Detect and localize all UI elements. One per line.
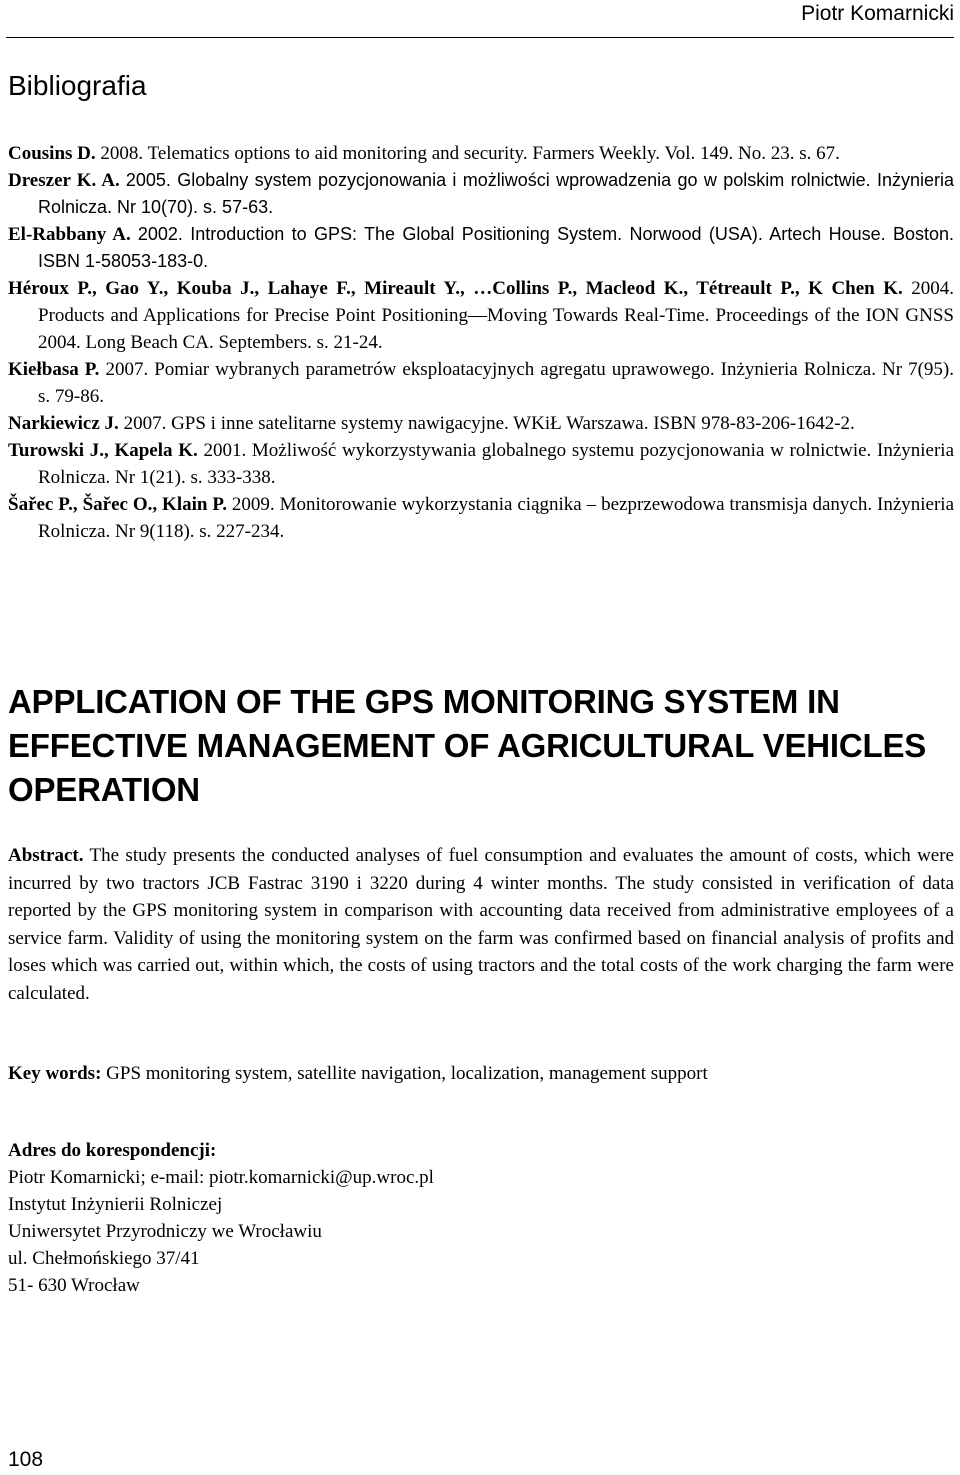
entry-authors: Cousins D. <box>8 143 96 164</box>
abstract-paragraph <box>8 842 954 1007</box>
entry-authors: Narkiewicz J. <box>8 413 119 434</box>
address-line: 51- 630 Wrocław <box>8 1275 140 1296</box>
entry-authors: Šařec P., Šařec O., Klain P. <box>8 494 227 515</box>
bibliography-entry <box>8 356 954 410</box>
keywords-line <box>8 1063 708 1085</box>
entry-authors: Turowski J., Kapela K. <box>8 440 198 461</box>
entry-authors: Dreszer K. A. <box>8 170 120 191</box>
bibliography-entry <box>8 437 954 491</box>
address-line: Instytut Inżynierii Rolniczej <box>8 1194 223 1215</box>
entry-details: 2007. Pomiar wybranych parametrów eksploatacyjnych agregatu uprawowego. Inżynieria Rolnicza. Nr 7(95). s. 79-86. <box>38 359 955 407</box>
header-divider <box>6 37 954 38</box>
english-article-title: APPLICATION OF THE GPS MONITORING SYSTEM IN EFFECTIVE MANAGEMENT OF AGRICULTURAL VEHICLES OPERATION <box>8 683 927 808</box>
bibliography-entry <box>8 410 954 437</box>
address-label: Adres do korespondencji: <box>8 1140 217 1161</box>
bibliography-entry <box>8 491 954 545</box>
entry-details: 2001. Możliwość wykorzystywania globalnego systemu pozycjonowania w rolnictwie. Inżynieria Rolnicza. Nr 1(21). s. 333-338. <box>38 440 954 488</box>
entry-details: 2002. Introduction to GPS: The Global Positioning System. Norwood (USA). Artech House. Boston. ISBN 1-58053-183-0. <box>38 224 954 271</box>
bibliography-entry <box>8 275 954 356</box>
entry-details: 2007. GPS i inne satelitarne systemy nawigacyjne. WKiŁ Warszawa. ISBN 978-83-206-1642-2. <box>123 413 855 434</box>
address-line: ul. Chełmońskiego 37/41 <box>8 1248 200 1269</box>
page-number: 108 <box>8 1448 44 1471</box>
keywords-label: Key words: <box>8 1063 102 1084</box>
entry-authors: Héroux P., Gao Y., Kouba J., Lahaye F., Mireault Y., …Collins P., Macleod K., Tétreault P., K Chen K. <box>8 278 903 299</box>
bibliography-entry <box>8 140 954 167</box>
abstract-text: The study presents the conducted analyses of fuel consumption and evaluates the amount of costs, which were incurred by two tractors JCB Fastrac 3190 i 3220 during 4 winter months. The study consisted in verification of data reported by the GPS monitoring system in comparison with accounting data received from administrative employees of a service farm. Validity of using the monitoring system on the farm was confirmed based on financial analysis of profits and loses which was carried out, within which, the costs of using tractors and the total costs of the work charging the farm were calculated. <box>8 845 954 1004</box>
entry-details: 2009. Monitorowanie wykorzystania ciągnika – bezprzewodowa transmisja danych. Inżynieria Rolnicza. Nr 9(118). s. 227-234. <box>38 494 954 542</box>
entry-details: 2004. Products and Applications for Precise Point Positioning—Moving Towards Real-Time. Proceedings of the ION GNSS 2004. Long Beach CA. Septembers. s. 21-24. <box>38 278 954 353</box>
entry-details: 2005. Globalny system pozycjonowania i możliwości wprowadzenia go w polskim rolnictwie. Inżynieria Rolnicza. Nr 10(70). s. 57-63. <box>38 170 955 217</box>
keywords-text: GPS monitoring system, satellite navigation, localization, management support <box>106 1063 708 1084</box>
entry-authors: Kiełbasa P. <box>8 359 100 380</box>
bibliography-list <box>8 140 954 545</box>
entry-details: 2008. Telematics options to aid monitoring and security. Farmers Weekly. Vol. 149. No. 23. s. 67. <box>100 143 840 164</box>
bibliography-heading: Bibliografia <box>8 70 147 101</box>
abstract-label: Abstract. <box>8 845 84 866</box>
correspondence-address <box>8 1137 434 1299</box>
bibliography-entry <box>8 221 954 275</box>
running-header-author: Piotr Komarnicki <box>801 2 954 25</box>
address-line: Piotr Komarnicki; e-mail: piotr.komarnicki@up.wroc.pl <box>8 1167 434 1188</box>
entry-authors: El-Rabbany A. <box>8 224 131 245</box>
bibliography-entry <box>8 167 954 221</box>
address-line: Uniwersytet Przyrodniczy we Wrocławiu <box>8 1221 322 1242</box>
